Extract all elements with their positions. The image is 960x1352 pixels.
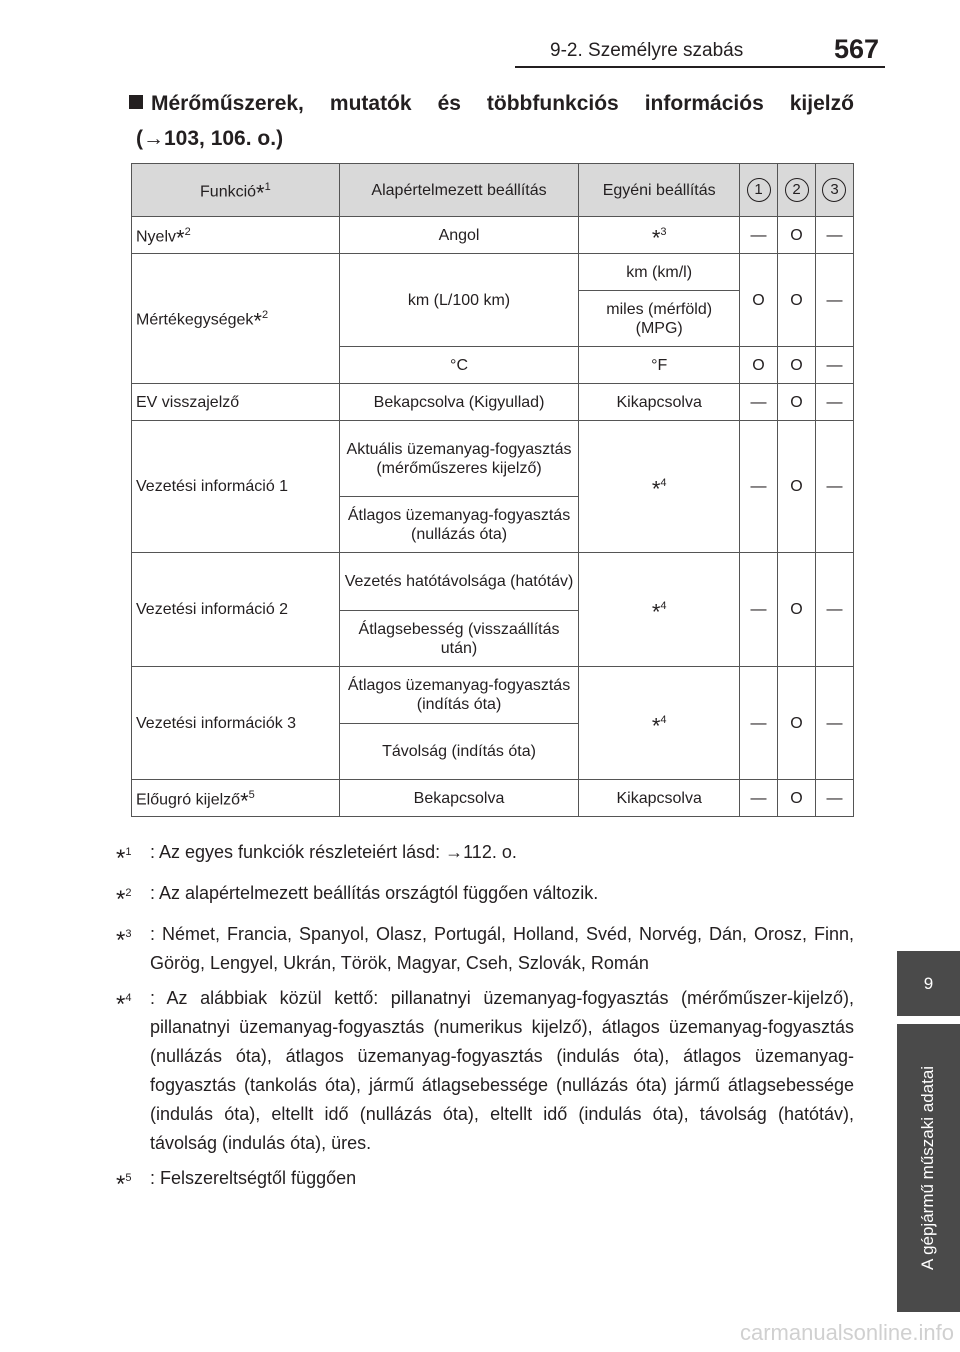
header-funkcio: Funkció*$^1$ xyxy=(132,164,340,217)
cell-custom: km (km/l) xyxy=(579,254,740,291)
cell-col-1: O xyxy=(740,254,778,347)
settings-table xyxy=(131,163,854,817)
table-row xyxy=(132,667,854,724)
cell-col-3: — xyxy=(815,667,853,780)
cell-custom: *$^4$ xyxy=(579,421,740,553)
cell-default: Átlagos üzemanyag-fogyasztás (indítás óta) xyxy=(339,667,579,724)
heading-word-5: információs xyxy=(644,92,764,115)
watermark: carmanualsonline.info xyxy=(739,1320,954,1345)
table-row xyxy=(132,217,854,254)
row-label-vez1: Vezetési információ 1 xyxy=(132,421,340,553)
cell-col-3: — xyxy=(815,217,853,254)
header-col-3 xyxy=(815,164,853,217)
chapter-number-tab xyxy=(897,951,960,1016)
table-row xyxy=(132,553,854,611)
section-heading xyxy=(129,86,854,156)
cell-custom: Kikapcsolva xyxy=(579,780,740,817)
row-label-mertekegysegek: Mértékegységek*$^2$ xyxy=(132,254,340,384)
footnote-3 xyxy=(116,920,854,978)
footnote-2 xyxy=(116,879,854,914)
row-label-elougro: Előugró kijelző*$^5$ xyxy=(132,780,340,817)
cell-custom: *$^3$ xyxy=(579,217,740,254)
header-col-1 xyxy=(740,164,778,217)
footnote-marker: *$^4$ xyxy=(116,991,132,1018)
heading-word-6: kijelző xyxy=(789,92,854,115)
header-default: Alapértelmezett beállítás xyxy=(339,164,579,217)
footnote-marker: *$^5$ xyxy=(116,1171,132,1198)
footnote-1 xyxy=(116,838,854,873)
cell-custom: *$^4$ xyxy=(579,553,740,667)
row-label-ev: EV visszajelző xyxy=(132,384,340,421)
footnote-marker: *$^1$ xyxy=(116,845,132,872)
cell-default: Bekapcsolva xyxy=(339,780,579,817)
footnote-text: : Az egyes funkciók részleteiért lásd: →112. o. xyxy=(150,842,517,862)
cell-col-2: O xyxy=(778,347,816,384)
footnote-marker: *$^3$ xyxy=(116,927,132,954)
cell-default: Távolság (indítás óta) xyxy=(339,724,579,780)
cell-default: Aktuális üzemanyag-fogyasztás (mérőműszeres kijelző) xyxy=(339,421,579,497)
chapter-title-tab xyxy=(897,1024,960,1312)
circled-number-2: 2 xyxy=(785,178,809,202)
cell-default: Vezetés hatótávolsága (hatótáv) xyxy=(339,553,579,611)
heading-word-2: mutatók xyxy=(329,92,412,115)
cell-col-3: — xyxy=(815,254,853,347)
circled-number-1: 1 xyxy=(747,178,771,202)
cell-col-2: O xyxy=(778,780,816,817)
section-title: 9-2. Személyre szabás xyxy=(550,40,744,61)
cell-col-3: — xyxy=(815,384,853,421)
page-number: 567 xyxy=(834,34,880,64)
cell-col-3: — xyxy=(815,421,853,553)
cell-default: Átlagos üzemanyag-fogyasztás (nullázás óta) xyxy=(339,497,579,553)
footnotes xyxy=(116,838,854,1205)
cell-col-2: O xyxy=(778,217,816,254)
cell-custom: Kikapcsolva xyxy=(579,384,740,421)
heading-page-ref: (→103, 106. o.) xyxy=(136,127,284,150)
cell-col-2: O xyxy=(778,553,816,667)
cell-col-1: — xyxy=(740,780,778,817)
heading-word-4: többfunkciós xyxy=(486,92,619,115)
cell-custom: miles (mérföld) (MPG) xyxy=(579,291,740,347)
cell-col-3: — xyxy=(815,780,853,817)
row-label-vez2: Vezetési információ 2 xyxy=(132,553,340,667)
square-bullet-icon xyxy=(129,95,143,109)
footnote-marker: *$^2$ xyxy=(116,886,132,913)
footnote-text: : Az alábbiak közül kettő: pillanatnyi üzemanyag-fogyasztás (mérőműszer-kijelző), pillanatnyi üzemanyag-fogyasztás (numerikus kijelző), átlagos üzemanyag-fogyasztás (nullázás óta), átlagos üzemanyag-fogyasztás (indulás óta), átlagos üzemanyag-fogyasztás (tankolás óta), jármű átlagsebessége (nullázás óta) jármű átlagsebessége (indulás óta), eltellt idő (nullázás óta), eltellt idő (indulás óta), távolság (hatótáv), távolság (indulás óta), üres. xyxy=(150,988,854,1153)
cell-col-2: O xyxy=(778,254,816,347)
header-custom: Egyéni beállítás xyxy=(579,164,740,217)
chapter-title: A gépjármű műszaki adatai xyxy=(918,1065,938,1271)
cell-col-2: O xyxy=(778,667,816,780)
cell-col-3: — xyxy=(815,553,853,667)
footnote-text: : Az alapértelmezett beállítás országtól függően változik. xyxy=(150,883,599,903)
table-row xyxy=(132,780,854,817)
cell-col-2: O xyxy=(778,384,816,421)
cell-col-1: — xyxy=(740,421,778,553)
footnote-text: : Német, Francia, Spanyol, Olasz, Portugál, Holland, Svéd, Norvég, Dán, Orosz, Finn, Görög, Lengyel, Ukrán, Török, Magyar, Cseh, Szlovák, Román xyxy=(150,924,854,973)
row-label-nyelv: Nyelv*$^2$ xyxy=(132,217,340,254)
cell-default: km (L/100 km) xyxy=(339,254,579,347)
cell-col-1: — xyxy=(740,384,778,421)
header-col-2 xyxy=(778,164,816,217)
table-header-row xyxy=(132,164,854,217)
footnote-5 xyxy=(116,1164,854,1199)
footnote-4 xyxy=(116,984,854,1158)
cell-custom: °F xyxy=(579,347,740,384)
table-row xyxy=(132,421,854,497)
cell-col-1: — xyxy=(740,553,778,667)
table-row xyxy=(132,254,854,291)
cell-col-1: O xyxy=(740,347,778,384)
cell-col-1: — xyxy=(740,667,778,780)
cell-custom: *$^4$ xyxy=(579,667,740,780)
cell-col-1: — xyxy=(740,217,778,254)
cell-default: Átlagsebesség (visszaállítás után) xyxy=(339,611,579,667)
heading-word-3: és xyxy=(437,92,461,115)
footnote-text: : Felszereltségtől függően xyxy=(150,1168,357,1188)
heading-word-1: Mérőműszerek, xyxy=(129,86,304,121)
cell-default: Angol xyxy=(339,217,579,254)
cell-default: °C xyxy=(339,347,579,384)
cell-col-2: O xyxy=(778,421,816,553)
table-row xyxy=(132,384,854,421)
cell-col-3: — xyxy=(815,347,853,384)
cell-default: Bekapcsolva (Kigyullad) xyxy=(339,384,579,421)
chapter-number: 9 xyxy=(923,973,934,993)
circled-number-3: 3 xyxy=(822,178,846,202)
header-rule xyxy=(515,66,885,68)
row-label-vez3: Vezetési információk 3 xyxy=(132,667,340,780)
